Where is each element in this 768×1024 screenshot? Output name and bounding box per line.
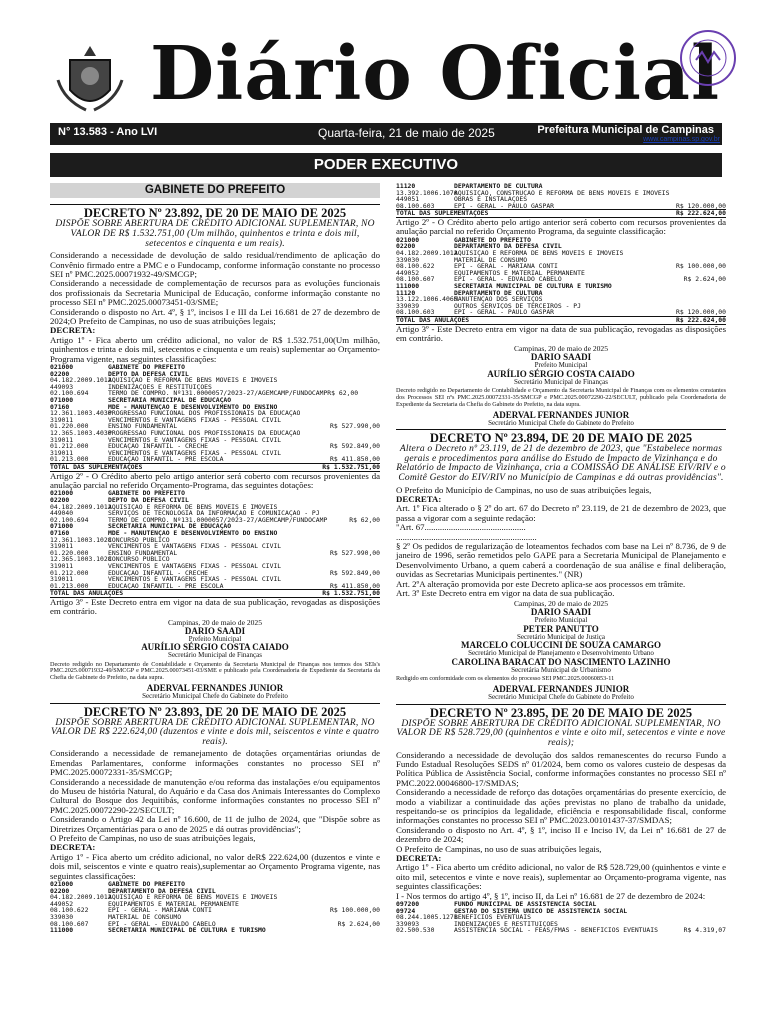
budget-table [396, 901, 726, 934]
table-cell-description: EPI - GERAL - EDVALDO CABELO [108, 920, 216, 928]
table-row [50, 894, 380, 901]
table-row [50, 576, 380, 583]
table-row [396, 270, 726, 277]
budget-table [50, 490, 380, 598]
budget-table [396, 183, 726, 218]
table-cell-code: 11120 [396, 289, 416, 297]
table-cell-description: EDUCAÇÃO INFANTIL - PRÉ ESCOLA [108, 582, 224, 590]
table-cell-description: CONCURSO PÚBLICO [108, 556, 170, 563]
table-cell-description: EQUIPAMENTOS E MATERIAL PERMANENTE [108, 900, 239, 908]
table-row [50, 437, 380, 444]
table-row [50, 377, 380, 384]
decree-summary: DISPÕE SOBRE ABERTURA DE CRÉDITO ADICIONAL SUPLEMENTAR, NO VALOR DE R$ 528.729,00 (quinhentos e vinte e oito mil, setecentos e vinte e nove reais); [396, 718, 726, 748]
budget-table [50, 364, 380, 472]
table-cell-code: 01.212.000 [50, 443, 89, 450]
paragraph: Considerando a necessidade de reforço das dotações orçamentárias do presente exercício, de modo a viabilizar a continuidade das ações previstas no plano de trabalho da unidade, respeitando-se os princípios da legalidade, eficiência e responsabilidade fiscal, conforme informações constantes no processo SEI nº PMC.2023.00101437-37/SMDAS; [396, 787, 726, 826]
table-cell-description: ENSINO FUNDAMENTAL [108, 423, 178, 430]
table-row [396, 250, 726, 257]
issue-date: Quarta-feira, 21 de maio de 2025 [318, 126, 495, 140]
table-row [50, 423, 380, 430]
table-cell-code: 12.361.1003.1028 [50, 536, 112, 544]
article: Artigo 1º - Fica aberto um crédito adicional, no valor de R$ 528.729,00 (quinhentos e vinte e oito mil, setecentos e vinte e nove reais), suplementar ao Orçamento-programa vigente, nas seguintes classificações: [396, 862, 726, 892]
table-cell-code: 12.365.1003.4030 [50, 430, 112, 437]
signature-block [50, 619, 380, 660]
table-row [50, 404, 380, 411]
table-cell-code: 111000 [50, 927, 74, 934]
decreta-label: DECRETA: [50, 325, 96, 336]
signer-role: Secretário Municipal de Finanças [168, 651, 262, 660]
table-cell-code: 08.100.607 [50, 920, 89, 928]
decreta-label: DECRETA: [396, 853, 442, 863]
table-cell-description: AQUISIÇÃO E REFORMA DE BENS MOVEIS E IMÓVEIS [108, 894, 278, 901]
table-cell-description: INDENIZAÇÕES E RESTITUIÇÕES [108, 383, 212, 391]
table-cell-code: 07160 [50, 403, 70, 411]
table-cell-code: 12.361.1003.4030 [50, 410, 112, 417]
table-cell-amount: R$ 411.850,00 [329, 582, 380, 590]
article: Artigo 2º - O Crédito aberto pelo artigo anterior será coberto com recursos provenientes da anulação parcial no referido Orçamento-Programa, das seguintes dotações: [50, 470, 380, 490]
table-cell-code: 12.365.1003.1028 [50, 556, 112, 563]
table-cell-description: VENCIMENTOS E VANTAGENS FIXAS - PESSOAL CIVIL [108, 449, 282, 457]
table-cell-code: 07160 [50, 529, 70, 537]
table-row [50, 417, 380, 424]
table-row [50, 430, 380, 437]
paragraph: Considerando a necessidade de complementação de recursos para as evoluções funcionais dos profissionais da Secretaria Municipal de Educação, conforme informação constante no processo SEI nº PMC.2025.00073451-03/SME; [50, 278, 380, 308]
paragraph: Art. 2ºA alteração promovida por este Decreto aplica-se aos processos em trâmite. [396, 578, 686, 589]
table-row [50, 371, 380, 378]
table-cell-code: 04.182.2009.1012 [50, 503, 112, 511]
table-cell-description: DEPARTAMENTO DE CULTURA [454, 183, 543, 190]
table-row [396, 190, 726, 197]
table-cell-description: SECRETARIA MUNICIPAL DE EDUCAÇÃO [108, 397, 232, 404]
signer-role: Secretário Municipal Chefe do Gabinete do Prefeito [488, 693, 634, 702]
signer-role: Secretário Municipal de Justiça [516, 632, 606, 641]
table-cell-description: AQUISIÇÃO E REFORMA DE BENS MOVEIS E IMÓVEIS [454, 249, 624, 257]
paragraph: O Prefeito de Campinas, no uso de suas atribuições legais, [396, 843, 602, 854]
table-row [50, 583, 380, 590]
article: Artigo 1º - Fica aberto um crédito adicional, no valor de R$ 1.532.751,00(Um milhão, quinhentos e trinta e dois mil, setecentos e cinquenta e um reais) suplementar ao Orçamento-Programa vigente, nas seguintes classificações: [50, 334, 380, 364]
paragraph: O Prefeito do Município de Campinas, no uso de suas atribuições legais, [396, 484, 652, 495]
edition-bar [50, 123, 722, 145]
place-date: Campinas, 20 de maio de 2025 [167, 617, 263, 627]
table-cell-code: 02200 [50, 496, 70, 504]
table-cell-description: GABINETE DO PREFEITO [454, 236, 531, 244]
table-row [396, 237, 726, 244]
table-cell-code: 339030 [396, 256, 420, 264]
decree-summary: DISPÕE SOBRE ABERTURA DE CRÉDITO ADICIONAL SUPLEMENTAR, NO VALOR DE R$ 222.624,00 (duzentos e vinte e dois mil, seiscentos e vinte e quatro reais). [50, 717, 380, 747]
table-cell-code: 111000 [396, 282, 420, 290]
place-date: Campinas, 20 de maio de 2025 [513, 599, 609, 609]
table-row [50, 556, 380, 563]
table-row [50, 450, 380, 457]
decreta-label: DECRETA: [396, 493, 442, 504]
article: Artigo 3º - Este Decreto entra em vigor na data de sua publicação, revogadas as disposições em contrário. [396, 323, 726, 343]
table-row [50, 490, 380, 497]
paragraph: Considerando o disposto no Art. 4º, § 1º, inciso II e Inciso IV, da Lei nº 16.681 de 27 de dezembro de 2024; [396, 824, 726, 845]
signature-block [396, 345, 726, 386]
table-row [396, 283, 726, 290]
table-cell-description: DEPARTAMENTO DA DEFESA CIVIL [108, 887, 216, 895]
table-cell-code: 319011 [50, 576, 74, 583]
publisher-name: Prefeitura Municipal de Campinas [537, 124, 714, 136]
table-cell-description: DEPTO DA DEFESA CIVIL [108, 496, 189, 504]
table-row [396, 196, 726, 203]
signer-role: Secretário Municipal de Finanças [514, 377, 608, 386]
masthead-title: Diário Oficial [150, 31, 721, 117]
table-cell-description: DEPARTAMENTO DA DEFESA CIVIL [454, 243, 562, 250]
subsection-header: GABINETE DO PREFEITO [50, 183, 380, 198]
signer-name: PETER PANUTTO [523, 623, 599, 634]
table-row [50, 901, 380, 908]
decreta-label: DECRETA: [50, 842, 96, 853]
table-row [396, 908, 726, 915]
signer-name: DARIO SAADI [184, 625, 246, 636]
table-cell-amount: R$ 4.319,07 [683, 927, 726, 934]
table-row [396, 203, 726, 210]
table-cell-code: 02.100.694 [50, 516, 89, 524]
table-cell-code: TOTAL DAS SUPLEMENTAÇÕES [50, 462, 143, 471]
signer-role: Secretário Municipal Chefe do Gabinete do Prefeito [142, 692, 288, 701]
paragraph: ................................................................ [396, 531, 537, 542]
signer-name: ADERVAL FERNANDES JUNIOR [492, 684, 630, 695]
table-row [396, 927, 726, 934]
table-cell-amount: R$ 120.000,00 [675, 202, 726, 210]
table-cell-description: SERVIÇOS DE TECNOLOGIA DA INFORMAÇÃO E COMUNICAÇÃO - PJ [108, 510, 320, 517]
table-cell-code: 339039 [396, 302, 420, 310]
paragraph: § 2º Os pedidos de regularização de loteamentos fechados com base na Lei nº 8.736, de 9 de janeiro de 1996, serão remetidos pelo GAPE para a Secretaria Municipal de Planejamento e Desenvolvimento Urbano, a quem caberá a coordenação de sua análise e final deliberação, ouvidas as Secretarias Municipais pertinentes." (NR) [396, 541, 726, 580]
table-cell-code: 01.213.000 [50, 456, 89, 463]
table-cell-code: 449040 [50, 510, 74, 517]
table-cell-description: VENCIMENTOS E VANTAGENS FIXAS - PESSOAL CIVIL [108, 416, 282, 424]
article: Artigo 3º - Este Decreto entra em vigor na data de sua publicação, revogadas as disposições em contrário. [50, 596, 380, 617]
signer-name: DARIO SAADI [530, 352, 592, 363]
table-cell-description: EPI - GERAL - PAULO GASPAR [454, 202, 555, 210]
table-cell-description: VENCIMENTOS E VANTAGENS FIXAS - PESSOAL CIVIL [108, 562, 282, 570]
table-cell-code: 08.100.603 [396, 309, 435, 316]
table-cell-code: 13.122.1006.4065 [396, 296, 458, 303]
decree-title: DECRETO Nº 23.893, DE 20 DE MAIO DE 2025 [50, 703, 380, 719]
table-cell-code: 319011 [50, 543, 74, 550]
table-row [50, 397, 380, 404]
table-cell-code: 04.182.2009.1012 [50, 894, 112, 901]
table-row [50, 921, 380, 928]
signer-name: ADERVAL FERNANDES JUNIOR [492, 409, 630, 420]
table-row [50, 390, 380, 397]
table-cell-code: 08.100.607 [396, 276, 435, 283]
table-row [50, 510, 380, 517]
signature-block [50, 684, 380, 701]
table-cell-description: SECRETARIA MUNICIPAL DE EDUCAÇÃO [108, 523, 232, 530]
table-cell-description: GESTÃO DO SISTEMA ÚNICO DE ASSISTÊNCIA SOCIAL [454, 907, 628, 915]
table-row [396, 263, 726, 270]
table-row [50, 384, 380, 391]
table-row [50, 907, 380, 914]
table-cell-description: INDENIZAÇÕES E RESTITUIÇÕES [454, 920, 558, 928]
article: Artigo 1º - Fica aberto um crédito adicional, no valor deR$ 222.624,00 (duzentos e vinte e dois mil, seiscentos e vinte e quatro reais),suplementar ao Orçamento Programa vigente, nas seguintes classificações: [50, 851, 380, 881]
table-cell-description: VENCIMENTOS E VANTAGENS FIXAS - PESSOAL CIVIL [108, 543, 282, 550]
table-row [396, 276, 726, 283]
signature-block [396, 411, 726, 428]
signer-role: Secretário Municipal Chefe do Gabinete do Prefeito [488, 418, 634, 427]
table-cell-code: 13.392.1006.1070 [396, 189, 458, 197]
table-cell-description: OUTROS SERVIÇOS DE TERCEIROS - PJ [454, 302, 581, 310]
table-cell-code: 09724 [396, 907, 416, 915]
table-cell-description: ENSINO FUNDAMENTAL [108, 549, 178, 557]
table-cell-amount: R$ 222.624,00 [675, 315, 726, 324]
table-cell-code: 08.100.603 [396, 202, 435, 210]
table-cell-description: OBRAS E INSTALAÇÕES [454, 196, 528, 203]
table-cell-amount: R$ 100.000,00 [329, 907, 380, 915]
table-row [396, 303, 726, 310]
table-cell-code: 02.500.530 [396, 927, 435, 934]
table-row [50, 523, 380, 530]
table-cell-description: EPI - GERAL - EDVALDO CABELO [454, 276, 562, 283]
table-cell-description: CONCURSO PÚBLICO [108, 536, 170, 544]
table-cell-code: 021000 [50, 881, 74, 888]
table-cell-code: 339093 [396, 920, 420, 928]
signer-name: ADERVAL FERNANDES JUNIOR [146, 683, 284, 694]
table-cell-description: EQUIPAMENTOS E MATERIAL PERMANENTE [454, 269, 585, 277]
table-cell-code: 08.100.622 [50, 907, 89, 915]
table-row [396, 296, 726, 303]
table-row [396, 290, 726, 297]
city-coat-of-arms-icon [50, 40, 130, 120]
drafting-note: Decreto redigido no Departamento de Contabilidade e Orçamento da Secretaria Municipal de Finanças nos termos dos SEIs's PMC.2025.00071932-49/SMCGP e PMC.2025.00073451-03/SME e publicado pela Coordenadoria de Expediente da Secretaria da Chefia de Gabinete do Prefeito, na data supra. [50, 660, 380, 682]
paragraph: Considerando a necessidade de devolução de saldo residual/rendimento de aplicação do Convênio firmado entre a PMC e o Fundocamp, conforme informação constante no processo SEI nº PMC.2025.00071932-49/SMCGP; [50, 250, 380, 279]
section-banner: PODER EXECUTIVO [50, 153, 722, 177]
budget-table [396, 237, 726, 325]
table-cell-description: AQUISIÇÃO E REFORMA DE BENS MOVEIS E IMÓVEIS [108, 503, 278, 511]
table-cell-description: PROGRESSÃO FUNCIONAL DOS PROFISSIONAIS DA EDUCAÇÃO [108, 410, 301, 417]
table-cell-code: 449093 [50, 383, 74, 391]
decree-title: DECRETO Nº 23.895, DE 20 DE MAIO DE 2025 [396, 704, 726, 720]
table-cell-code: 01.220.000 [50, 423, 89, 430]
table-cell-code: 02200 [396, 243, 416, 250]
table-cell-description: BENEFÍCIOS EVENTUAIS [454, 914, 531, 921]
table-cell-amount: R$ 2.624,00 [683, 276, 726, 283]
table-cell-description: AQUISIÇÃO E REFORMA DE BENS MOVEIS E IMÓVEIS [108, 377, 278, 384]
table-cell-amount: R$ 100.000,00 [675, 263, 726, 270]
table-cell-code: 319011 [50, 416, 74, 424]
table-cell-amount: R$ 222.624,00 [675, 209, 726, 218]
column-right [396, 183, 726, 934]
paragraph: Considerando o disposto no Art. 4º, § 1º, incisos I e III da Lei 16.681 de 27 de dezembro de 2024;O Prefeito de Campinas, no uso de suas atribuições legais; [50, 306, 380, 327]
table-row [50, 456, 380, 463]
table-cell-amount: R$ 62,00 [349, 516, 380, 524]
decree-title: DECRETO Nº 23.892, DE 20 DE MAIO DE 2025 [50, 204, 380, 220]
table-cell-code: 02.100.694 [50, 390, 89, 398]
table-cell-amount: R$ 411.850,00 [329, 456, 380, 463]
table-row [50, 410, 380, 417]
table-cell-code: TOTAL DAS ANULAÇÕES [396, 315, 470, 324]
paragraph: Art. 3º Este Decreto entra em vigor na data de sua publicação. [396, 588, 615, 599]
table-cell-description: EPI - GERAL - MARIANA CONTI [454, 263, 558, 270]
signature-block [396, 685, 726, 702]
table-row [396, 901, 726, 908]
table-row [50, 517, 380, 524]
paragraph: O Prefeito de Campinas, no uso de suas atribuições legais, [50, 833, 256, 844]
table-cell-description: MANUTENÇÃO DOS SERVIÇOS [454, 296, 543, 303]
decree-summary: DISPÕE SOBRE ABERTURA DE CRÉDITO ADICIONAL SUPLEMENTAR, NO VALOR DE R$ 1.532.751,00 (Um milhão, quinhentos e trinta e dois mil, setecentos e cinquenta e um reais). [55, 219, 375, 249]
table-cell-amount: R$ 1.532.751,00 [322, 589, 380, 598]
table-cell-description [454, 317, 676, 324]
table-cell-description: EDUCAÇÃO INFANTIL - CRECHE [108, 443, 209, 450]
signer-role: Prefeito Municipal [188, 634, 242, 643]
table-row [396, 183, 726, 190]
table-row [396, 914, 726, 921]
table-cell-code: 071000 [50, 397, 74, 404]
masthead-header [0, 0, 768, 150]
table-cell-code: TOTAL DAS ANULAÇÕES [50, 589, 124, 598]
table-row [50, 543, 380, 550]
table-cell-description: MATERIAL DE CONSUMO [454, 256, 528, 264]
table-cell-description: MDE - MANUTENÇÃO E DESENVOLVIMENTO DO ENSINO [108, 529, 278, 537]
website-link[interactable]: www.campinas.sp.gov.br [643, 136, 720, 143]
table-cell-code: 319011 [50, 436, 74, 444]
table-cell-description: AQUISIÇÃO, CONSTRUÇÃO E REFORMA DE BENS MÓVEIS E IMÓVEIS [454, 189, 670, 197]
table-cell-code: 01.212.000 [50, 569, 89, 577]
paragraph: Considerando a necessidade de manutenção e/ou reforma das instalações e/ou equipamentos do Museu de história Natural, do Aquário e da Casa dos Animais Interessantes do Complexo Cultural do Bosque dos Jequitibás, conforme informações constantes no processo SEI nº PMC.2025.00072290-22/SECULT; [50, 776, 380, 815]
table-row [396, 257, 726, 264]
table-cell-amount: R$ 1.532.751,00 [322, 462, 380, 471]
drafting-note: Decreto redigido no Departamento de Contabilidade e Orçamento da Secretaria Municipal de Finanças com os elementos constantes dos Processos SEI nºs PMC.2025.00072331-35/SMCGP e PMC.2025.00072290-22/SECULT, publicado pela Coordenadoria de Expediente da Secretaria da Chefia do Gabinete do Prefeito, na data supra. [396, 387, 726, 408]
paragraph: "Art. 67.............................................. [396, 522, 526, 533]
table-cell-code: 11120 [396, 183, 416, 190]
table-cell-description: PROGRESSÃO FUNCIONAL DOS PROFISSIONAIS DA EDUCAÇÃO [108, 430, 301, 437]
table-cell-description: GABINETE DO PREFEITO [108, 881, 185, 888]
paragraph: Considerando a necessidade de devolução dos saldos remanescentes do recurso Fundo a Fundo Estadual Resoluções SEDS nº 01/2024, bem como os valores custeio de despesas da Política Pública de Assistência Social, conforme informações constantes no processo SEI nº PMC.2022.00046800-17/SMDAS; [396, 749, 726, 788]
table-row [50, 888, 380, 895]
table-row [50, 443, 380, 450]
table-cell-code: 319011 [50, 449, 74, 457]
table-row [50, 927, 380, 934]
table-cell-code: 01.213.000 [50, 582, 89, 590]
table-cell-code: 449052 [50, 900, 74, 908]
table-row [50, 504, 380, 511]
table-cell-code: 04.182.2009.1012 [50, 377, 112, 384]
signer-name: MARCELO COLUCCINI DE SOUZA CAMARGO [460, 640, 661, 651]
decree-title: DECRETO Nº 23.894, DE 20 DE MAIO DE 2025 [396, 429, 726, 445]
edition-number: N° 13.583 - Ano LVI [58, 126, 158, 138]
table-cell-description: MATERIAL DE CONSUMO [108, 914, 182, 921]
signer-role: Secretária Municipal de Urbanismo [511, 665, 611, 674]
paragraph: Considerando o Artigo 42 da Lei nº 16.600, de 11 de julho de 2024, que "Dispõe sobre as Diretrizes Orçamentárias para o ano de 2025 e dá outras providências"; [50, 814, 380, 834]
signer-name: DARIO SAADI [530, 607, 592, 618]
table-row [50, 570, 380, 577]
table-cell-code: 02200 [50, 370, 70, 378]
table-cell-description: EPI - GERAL - MARIANA CONTI [108, 907, 212, 915]
table-cell-description: EPI - GERAL - PAULO GASPAR [454, 309, 555, 316]
decree-summary: Altera o Decreto nº 23.119, de 21 de dezembro de 2023, que "Estabelece normas gerais e procedimentos para análise do Estudo de Impacto de Vizinhança e do Relatório de Impacto de Vizinhança, cria a COMISSÃO DE ANÁLISE EIV/RIV e o Comitê Gestor do EIV/RIV no Município de Campinas e dá outras providências". [396, 444, 726, 483]
signer-role: Secretário Municipal de Planejamento e Desenvolvimento Urbano [468, 649, 654, 658]
paragraph: I - Nos termos do artigo 4º, § 1º, inciso II, da Lei nº 16.681 de 27 de dezembro de 2024: [396, 890, 706, 901]
table-cell-description: DEPTO DA DEFESA CIVIL [108, 370, 189, 378]
table-row [50, 550, 380, 557]
table-cell-code: 319011 [50, 562, 74, 570]
table-cell-code: 071000 [50, 523, 74, 530]
table-cell-amount: R$ 592.849,00 [329, 569, 380, 577]
table-cell-description: TERMO DE COMPRO. Nº131.0000057/2023-27/AGEMCAMP/FUNDOCAMP [108, 516, 328, 524]
paragraph: Art. 1º Fica alterado o § 2º do art. 67 do Decreto nº 23.119, de 21 de dezembro de 2023, que passa a vigorar com a seguinte redação: [396, 503, 726, 523]
table-cell-description: VENCIMENTOS E VANTAGENS FIXAS - PESSOAL CIVIL [108, 436, 282, 444]
table-cell-description [454, 210, 676, 217]
table-cell-amount: R$ 120.000,00 [675, 309, 726, 316]
table-cell-code: 04.182.2009.1012 [396, 249, 458, 257]
table-cell-code: 449052 [396, 269, 420, 277]
table-cell-code: 02200 [50, 887, 70, 895]
table-cell-description: MDE - MANUTENÇÃO E DESENVOLVIMENTO DO ENSINO [108, 403, 278, 411]
digital-signature-stamp-icon [678, 28, 738, 88]
signer-role: Prefeito Municipal [534, 361, 588, 370]
table-cell-amount: R$ 527.990,00 [329, 549, 380, 557]
signer-name: CAROLINA BARACAT DO NASCIMENTO LAZINHO [451, 656, 671, 667]
table-cell-description: DEPARTAMENTO DE CULTURA [454, 289, 543, 297]
table-cell-description: TERMO DE COMPRO. Nº131.0000057/2023-27/AGEMCAMP/FUNDOCAMPR$ 62,00 [108, 390, 359, 398]
paragraph: Considerando a necessidade de remanejamento de dotações orçamentárias oriundas de Emendas Parlamentares, conforme informações constantes no processo SEI nº PMC.2025.00072331-35/SMCGP; [50, 748, 380, 778]
table-cell-description: GABINETE DO PREFEITO [108, 364, 185, 371]
table-row [50, 497, 380, 504]
budget-table [50, 881, 380, 934]
table-cell-code: 021000 [50, 364, 74, 371]
table-row [396, 921, 726, 928]
table-cell-amount: R$ 2.624,00 [337, 920, 380, 928]
table-row [50, 537, 380, 544]
table-row [50, 914, 380, 921]
table-cell-code: 01.220.000 [50, 549, 89, 557]
table-row [50, 881, 380, 888]
table-cell-amount: R$ 527.990,00 [329, 423, 380, 430]
table-cell-code: 021000 [396, 236, 420, 244]
table-cell-description [108, 464, 322, 471]
table-cell-code: TOTAL DAS SUPLEMENTAÇÕES [396, 209, 489, 218]
drafting-note: Redigido em conformidade com os elementos do processo SEI PMC.2025.00060853-11 [396, 675, 615, 683]
signer-name: AURÍLIO SÉRGIO COSTA CAIADO [487, 368, 635, 379]
table-cell-code: 08.100.622 [396, 263, 435, 270]
signer-name: AURÍLIO SÉRGIO COSTA CAIADO [141, 642, 289, 653]
table-cell-amount: R$ 592.849,00 [329, 443, 380, 450]
signer-role: Prefeito Municipal [534, 616, 588, 625]
table-row [50, 563, 380, 570]
table-row [50, 530, 380, 537]
table-cell-description: EDUCAÇÃO INFANTIL - PRÉ ESCOLA [108, 456, 224, 463]
table-cell-description: VENCIMENTOS E VANTAGENS FIXAS - PESSOAL CIVIL [108, 576, 282, 583]
table-row [50, 364, 380, 371]
table-cell-code: 021000 [50, 490, 74, 497]
table-cell-code: 449051 [396, 196, 420, 203]
place-date: Campinas, 20 de maio de 2025 [513, 344, 609, 354]
table-cell-code: 097200 [396, 901, 420, 908]
table-cell-description: ASSISTÊNCIA SOCIAL - FEAS/FMAS - BENEFÍCIOS EVENTUAIS [454, 927, 658, 934]
table-cell-description: FUNDO MUNICIPAL DE ASSISTÊNCIA SOCIAL [454, 901, 597, 908]
table-cell-description: SECRETARIA MUNICIPAL DE CULTURA E TURISMO [108, 927, 266, 934]
table-cell-description: EDUCAÇÃO INFANTIL - CRECHE [108, 569, 209, 577]
signature-block [396, 600, 726, 674]
table-cell-code: 339030 [50, 914, 74, 921]
table-row [396, 309, 726, 316]
table-cell-description [108, 590, 322, 597]
table-cell-description: SECRETARIA MUNICIPAL DE CULTURA E TURISMO [454, 282, 612, 290]
column-left [50, 183, 380, 934]
article: Artigo 2º - O Crédito aberto pelo artigo anterior será coberto com recursos provenientes da anulação parcial no referido Orçamento Programa, da seguinte classificação: [396, 216, 726, 237]
table-cell-description: GABINETE DO PREFEITO [108, 490, 185, 497]
table-row [396, 243, 726, 250]
table-cell-code: 08.244.1005.1271 [396, 914, 458, 921]
